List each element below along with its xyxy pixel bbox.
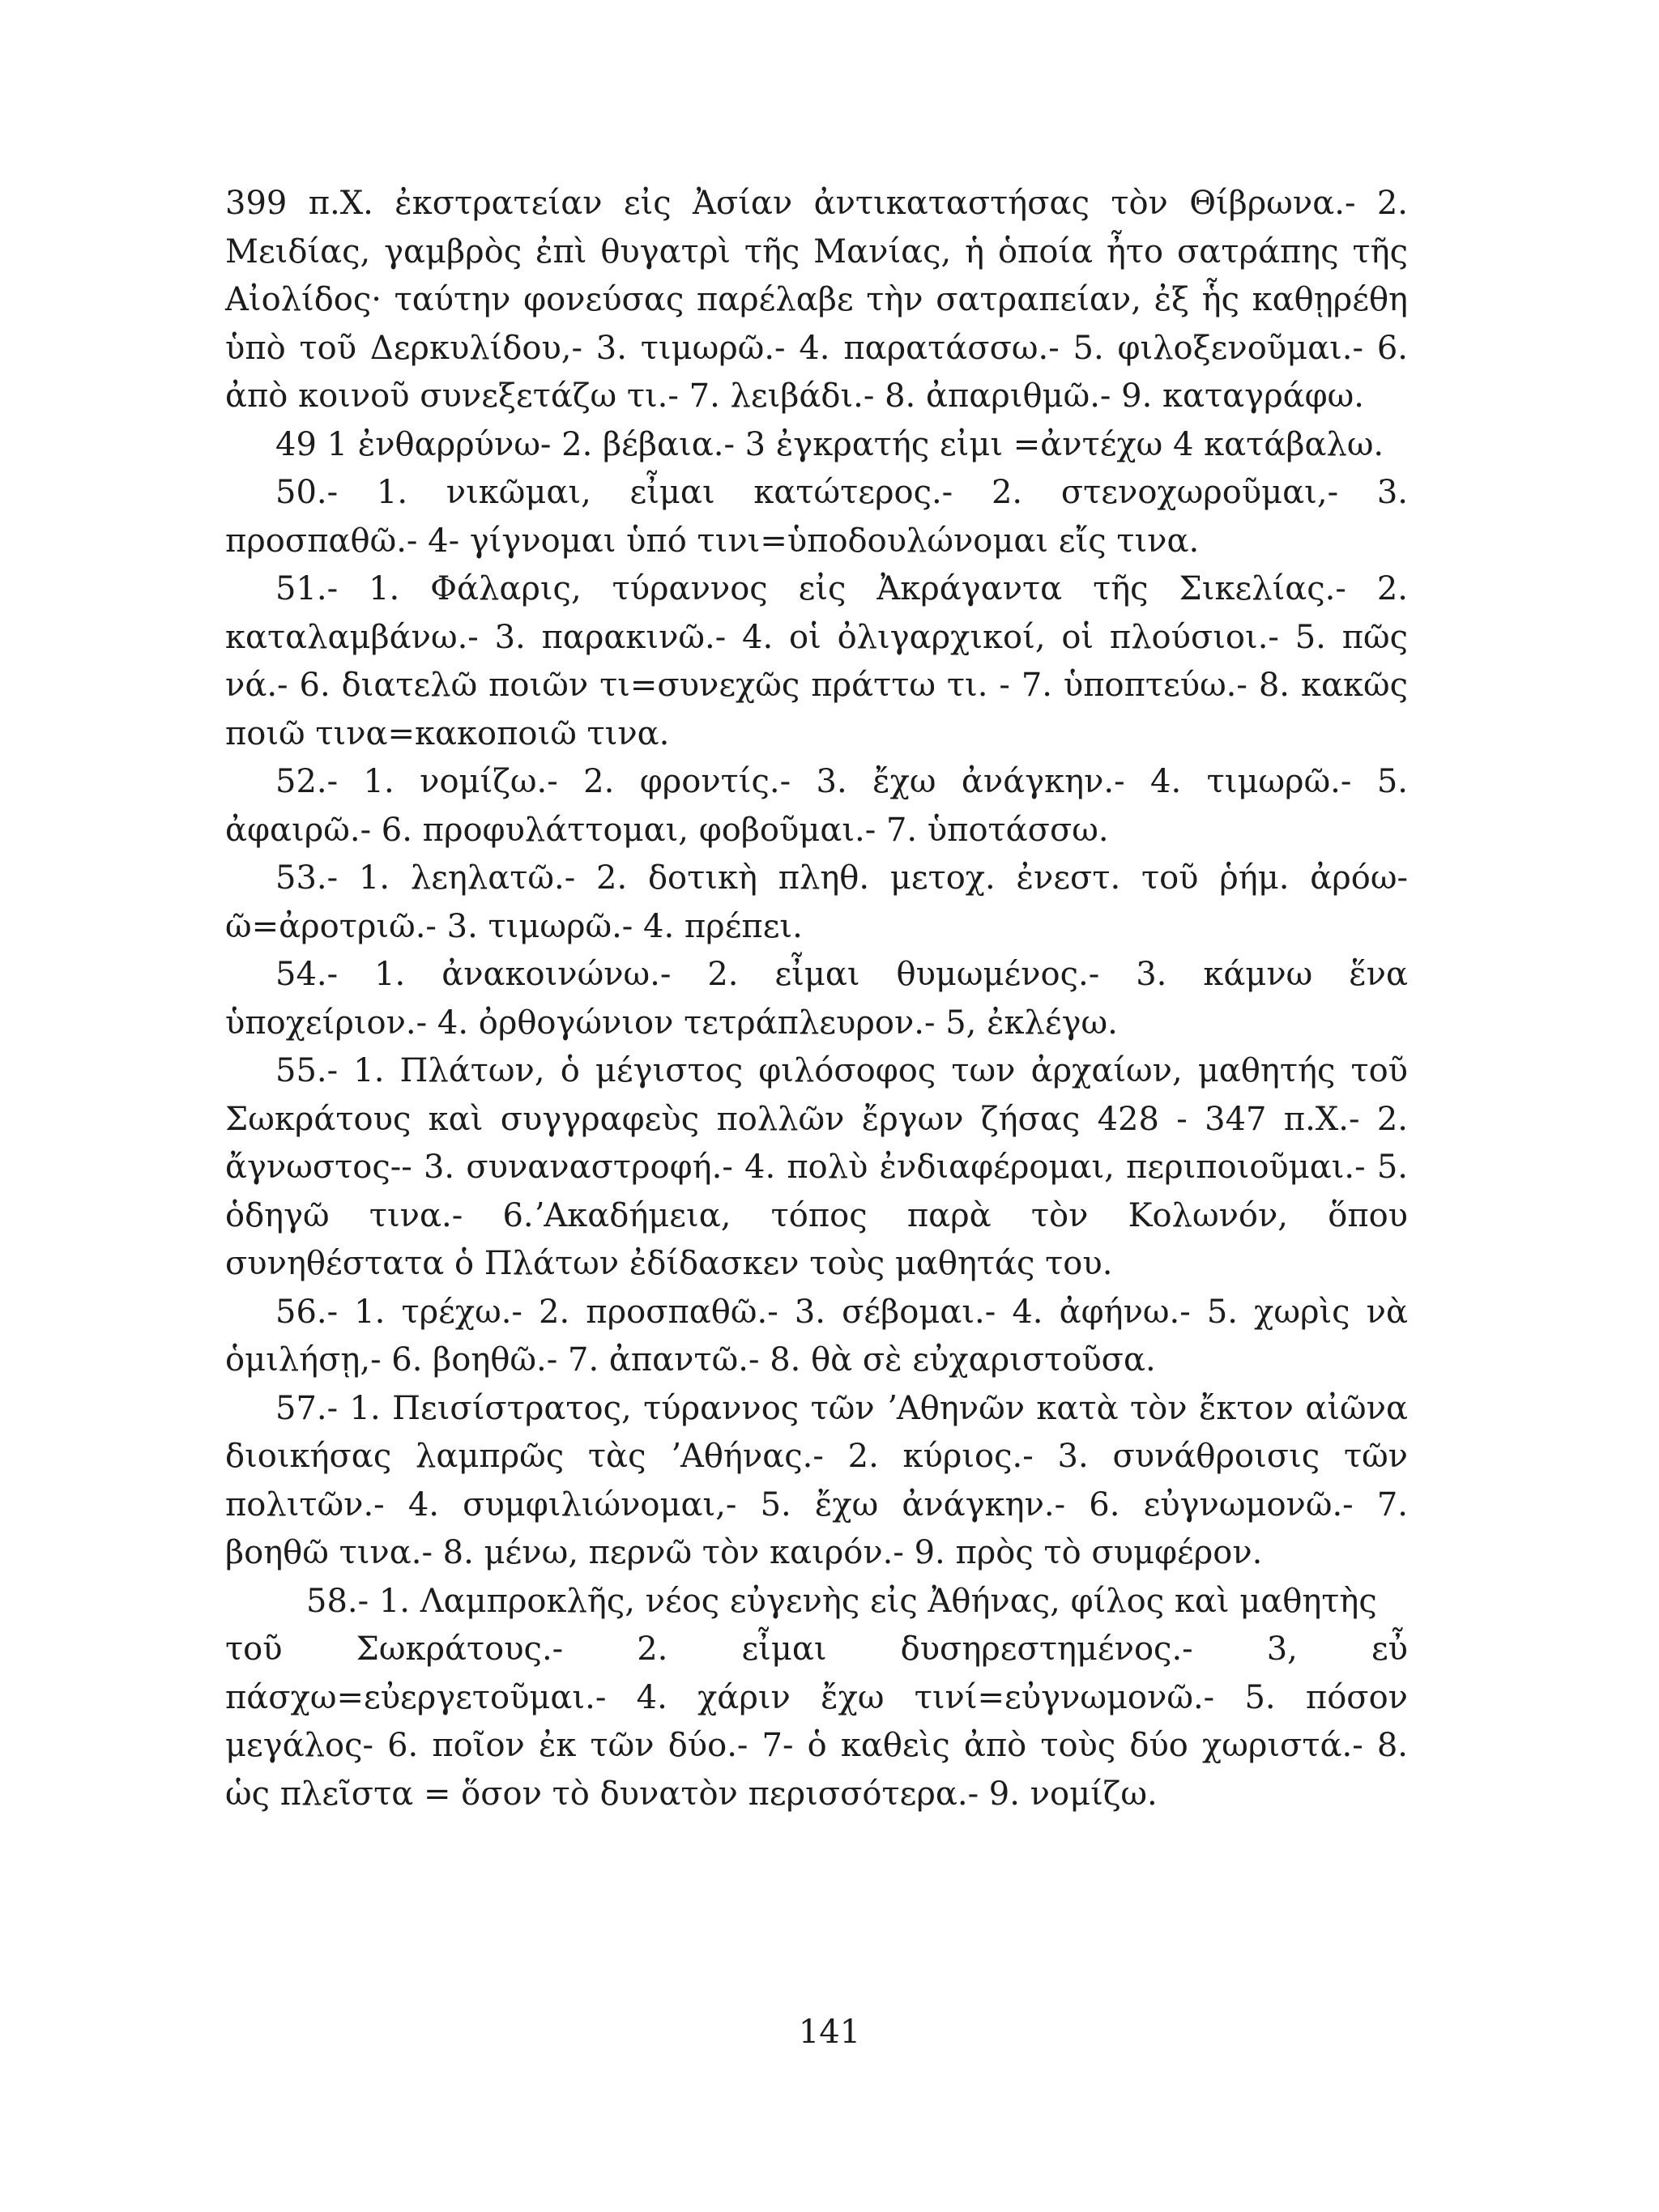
paragraph-58: 58.- 1. Λαμπροκλῆς, νέος εὐγενὴς εἰς Ἀθήνας, φίλος καὶ μαθητὴς (306, 1582, 1377, 1620)
paragraph-48-continued: 399 π.Χ. ἐκστρατείαν εἰς Ἀσίαν ἀντικαταστήσας τὸν Θίβρωνα.- 2. Μειδίας, γαμβρὸς ἐπὶ θυγατρὶ τῆς Μανίας, ἡ ὁποία ἦτο σατράπης τῆς Αἰολίδος· ταύτην φονεύσας παρέλαβε τὴν σατραπείαν, ἐξ ἧς καθῃρέθη ὑπὸ τοῦ Δερκυλίδου,- 3. τιμωρῶ.- 4. παρατάσσω.- 5. φιλοξενοῦμαι.- 6. ἀπὸ κοινοῦ συνεξετάζω τι.- 7. λειβάδι.- 8. ἀπαριθμῶ.- 9. καταγράφω. (225, 185, 1408, 415)
paragraph-58-continued: τοῦ Σωκράτους.- 2. εἶμαι δυσηρεστημένος.- 3, εὖ πάσχω=εὐεργετοῦμαι.- 4. χάριν ἔχω τινί=εὐγνωμονῶ.- 5. πόσον μεγάλος- 6. ποῖον ἐκ τῶν δύο.- 7- ὁ καθεὶς ἀπὸ τοὺς δύο χωριστά.- 8. ὡς πλεῖστα = ὅσον τὸ δυνατὸν περισσότερα.- 9. νομίζω. (225, 1630, 1408, 1813)
paragraph-57: 57.- 1. Πεισίστρατος, τύραννος τῶν ʼΑθηνῶν κατὰ τὸν ἔκτον αἰῶνα διοικήσας λαμπρῶς τὰς ʼΑθήνας.- 2. κύριος.- 3. συνάθροισις τῶν πολιτῶν.- 4. συμφιλιώνομαι,- 5. ἔχω ἀνάγκην.- 6. εὐγνωμονῶ.- 7. βοηθῶ τινα.- 8. μένω, περνῶ τὸν καιρόν.- 9. πρὸς τὸ συμφέρον. (225, 1389, 1408, 1571)
glossary-text (225, 180, 1408, 1818)
paragraph-50: 50.- 1. νικῶμαι, εἶμαι κατώτερος.- 2. στενοχωροῦμαι,- 3. προσπαθῶ.- 4- γίγνομαι ὑπό τινι=ὑποδουλώνομαι εἴς τινα. (225, 474, 1408, 560)
paragraph-52: 52.- 1. νομίζω.- 2. φροντίς.- 3. ἔχω ἀνάγκην.- 4. τιμωρῶ.- 5. ἀφαιρῶ.- 6. προφυλάττομαι, φοβοῦμαι.- 7. ὑποτάσσω. (225, 763, 1408, 849)
paragraph-53: 53.- 1. λεηλατῶ.- 2. δοτικὴ πληθ. μετοχ. ἐνεστ. τοῦ ῥήμ. ἀρόω-ῶ=ἀροτριῶ.- 3. τιμωρῶ.- 4. πρέπει. (225, 859, 1408, 945)
paragraph-49: 49 1 ἐνθαρρύνω- 2. βέβαια.- 3 ἐγκρατής εἰμι =ἀντέχω 4 κατάβαλω. (275, 425, 1384, 463)
paragraph-56: 56.- 1. τρέχω.- 2. προσπαθῶ.- 3. σέβομαι.- 4. ἀφήνω.- 5. χωρὶς νὰ ὁμιλήσῃ,- 6. βοηθῶ.- 7. ἀπαντῶ.- 8. θὰ σὲ εὐχαριστοῦσα. (225, 1293, 1408, 1379)
page-number: 141 (798, 2014, 861, 2051)
paragraph-54: 54.- 1. ἀνακοινώνω.- 2. εἶμαι θυμωμένος.- 3. κάμνω ἕνα ὑποχείριον.- 4. ὀρθογώνιον τετράπλευρον.- 5, ἐκλέγω. (225, 956, 1408, 1042)
paragraph-55: 55.- 1. Πλάτων, ὁ μέγιστος φιλόσοφος των ἀρχαίων, μαθητής τοῦ Σωκράτους καὶ συγγραφεὺς πολλῶν ἔργων ζήσας 428 - 347 π.Χ.- 2. ἄγνωστος-- 3. συναναστροφή.- 4. πολὺ ἐνδιαφέρομαι, περιποιοῦμαι.- 5. ὁδηγῶ τινα.- 6.ʼΑκαδήμεια, τόπος παρὰ τὸν Κολωνόν, ὅπου συνηθέστατα ὁ Πλάτων ἐδίδασκεν τοὺς μαθητάς του. (225, 1052, 1408, 1282)
paragraph-51: 51.- 1. Φάλαρις, τύραννος εἰς Ἀκράγαντα τῆς Σικελίας.- 2. καταλαμβάνω.- 3. παρακινῶ.- 4. οἱ ὀλιγαρχικοί, οἱ πλούσιοι.- 5. πῶς νά.- 6. διατελῶ ποιῶν τι=συνεχῶς πράττω τι. - 7. ὑποπτεύω.- 8. κακῶς ποιῶ τινα=κακοποιῶ τινα. (225, 570, 1408, 752)
